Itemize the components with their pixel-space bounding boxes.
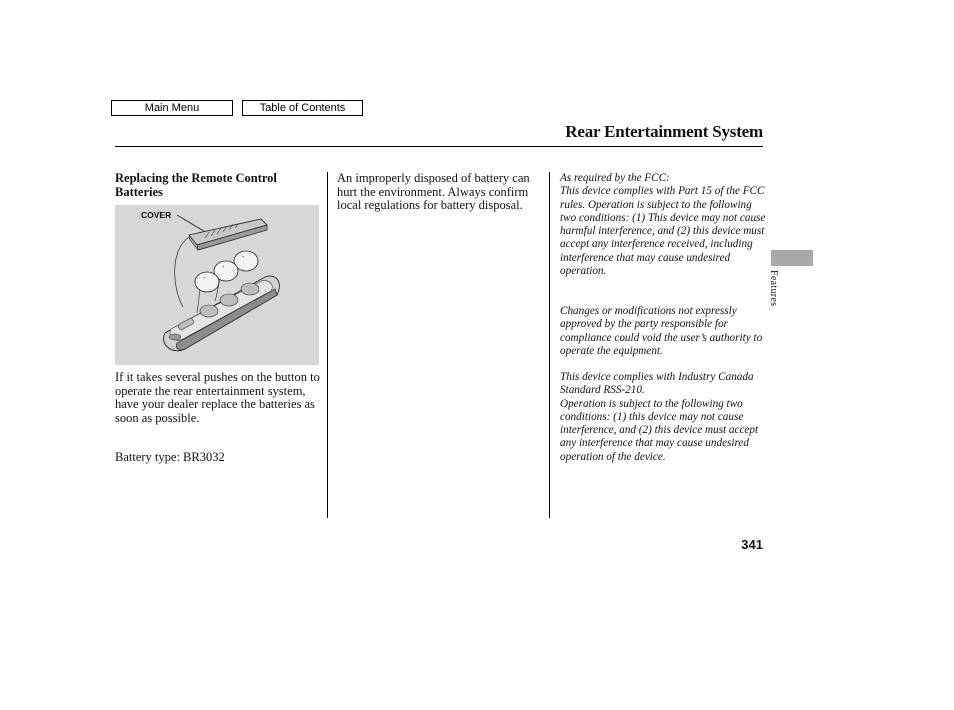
fcc-text: This device complies with Part 15 of the FCC rules. Operation is subject to the following two conditions: (1) This device may not cause harmful interference, and (2) this device must accept any interference received, including interference that may cause undesired operation. [560, 185, 766, 278]
cover-label: COVER [141, 210, 172, 220]
industry-canada-notice [560, 371, 766, 464]
column-divider [327, 172, 328, 518]
industry-canada-text: Operation is subject to the following two conditions: (1) this device may not cause interference, and (2) this device must accept any interference that may cause undesired operation of the device. [560, 397, 759, 463]
section-tab-marker [771, 250, 813, 266]
battery-disposal-paragraph: An improperly disposed of battery can hurt the environment. Always confirm local regulations for battery disposal. [337, 171, 530, 212]
remote-control-diagram [115, 205, 319, 365]
page-title: Rear Entertainment System [565, 122, 763, 141]
column-divider [549, 172, 550, 518]
fcc-heading: As required by the FCC: [560, 172, 670, 184]
section-tab-label: Features [768, 270, 779, 307]
fcc-notice [560, 172, 766, 278]
battery-type-text: Battery type: BR3032 [115, 450, 225, 464]
table-of-contents-button[interactable]: Table of Contents [242, 100, 363, 116]
modifications-notice: Changes or modifications not expressly approved by the party responsible for compliance could void the user’s authority to operate the equipment. [560, 305, 763, 357]
title-divider [115, 146, 763, 147]
industry-canada-heading: This device complies with Industry Canada Standard RSS-210. [560, 371, 754, 397]
battery-replacement-paragraph: If it takes several pushes on the button to operate the rear entertainment system, have your dealer replace the batteries as soon as possible. [115, 370, 320, 425]
svg-text:+: + [242, 254, 245, 259]
section-heading: Replacing the Remote Control Batteries [115, 171, 277, 199]
page-number: 341 [741, 537, 763, 552]
main-menu-button[interactable]: Main Menu [111, 100, 233, 116]
remote-battery-illustration [115, 205, 319, 365]
svg-text:+: + [203, 275, 206, 280]
svg-text:+: + [222, 264, 225, 269]
